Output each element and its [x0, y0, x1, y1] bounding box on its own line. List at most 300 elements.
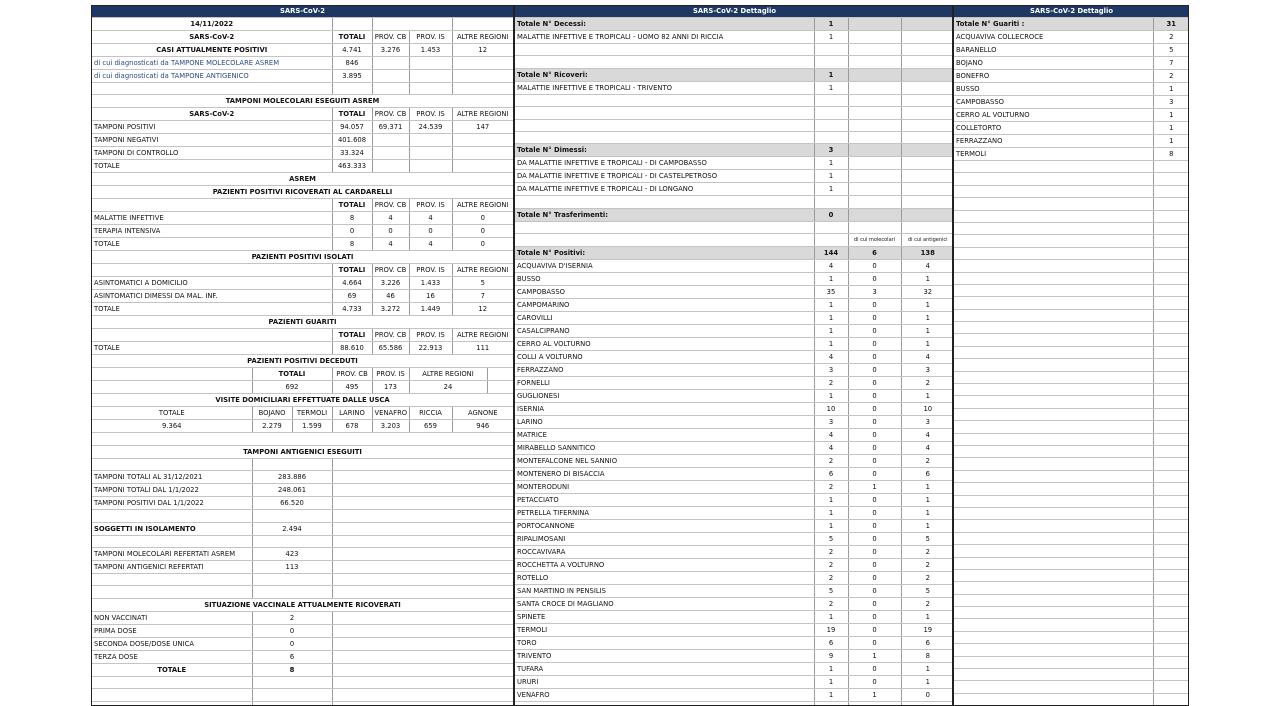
cell-value: 401.608 — [332, 134, 372, 147]
cell-value: 31 — [1153, 18, 1189, 31]
cell-value: 24 — [409, 381, 487, 394]
list-item — [954, 122, 1189, 135]
row-label: TOTALE — [92, 342, 332, 355]
municipality-name: CAMPOBASSO — [954, 96, 1153, 109]
cell-value: 22.913 — [409, 342, 452, 355]
cell-value: 0 — [848, 676, 901, 689]
col-header: TOTALE — [92, 407, 252, 420]
cell-value: 1 — [814, 312, 848, 325]
col-header: di cui molecolari — [848, 234, 901, 247]
cell-value: 1 — [901, 507, 952, 520]
municipality-name: MONTERODUNI — [515, 481, 814, 494]
cell-value: 0 — [332, 225, 372, 238]
section-title: PAZIENTI GUARITI — [92, 316, 513, 329]
row-label: TAMPONI NEGATIVI — [92, 134, 332, 147]
cell-value: 3.272 — [372, 303, 409, 316]
municipality-name: ROCCHETTA A VOLTURNO — [515, 559, 814, 572]
col-header: PROV. IS — [409, 31, 452, 44]
row-label: di cui diagnosticati da TAMPONE MOLECOLARE ASREM — [92, 57, 332, 70]
cell-value: 0 — [848, 403, 901, 416]
cell-value: 3 — [901, 416, 952, 429]
municipality-name: ROCCAVIVARA — [515, 546, 814, 559]
section-title: Totale N° Decessi: — [515, 18, 814, 31]
list-item — [515, 455, 952, 468]
cell-value: 6 — [252, 650, 332, 663]
cell-value: 4 — [814, 351, 848, 364]
cell-value: 1 — [814, 325, 848, 338]
cell-value: 1 — [901, 663, 952, 676]
cell-value: 2 — [1153, 31, 1189, 44]
row-label: NON VACCINATI — [92, 611, 252, 624]
cell-value: 8 — [1153, 148, 1189, 161]
municipality-name: CAMPOBASSO — [515, 286, 814, 299]
row-label: PRIMA DOSE — [92, 624, 252, 637]
col-header: TOTALI — [332, 199, 372, 212]
cell-value: 5 — [814, 533, 848, 546]
col-header: TERMOLI — [292, 407, 332, 420]
cell-value: 659 — [409, 420, 452, 433]
section-title: Totale N° Trasferimenti: — [515, 208, 814, 221]
cell-value: 3 — [848, 286, 901, 299]
cell-value: 2 — [814, 598, 848, 611]
municipality-name: TUFARA — [515, 663, 814, 676]
cell-value: 0 — [848, 663, 901, 676]
cell-value: 147 — [452, 121, 513, 134]
municipality-name: BARANELLO — [954, 44, 1153, 57]
col-header: ALTRE REGIONI — [452, 108, 513, 121]
municipality-name: FERRAZZANO — [954, 135, 1153, 148]
cell-value: 2 — [1153, 70, 1189, 83]
cell-value: 2 — [901, 546, 952, 559]
cell-value: 4 — [901, 429, 952, 442]
list-item — [515, 403, 952, 416]
row-label: TERAPIA INTENSIVA — [92, 225, 332, 238]
list-item — [515, 286, 952, 299]
list-item — [515, 559, 952, 572]
list-item — [515, 390, 952, 403]
cell-value: 1 — [901, 390, 952, 403]
cell-value: 4 — [814, 260, 848, 273]
municipality-name: PETACCIATO — [515, 494, 814, 507]
municipality-name: CAROVILLI — [515, 312, 814, 325]
cell-value: 0 — [848, 429, 901, 442]
cell-value: 8 — [332, 238, 372, 251]
list-item — [515, 637, 952, 650]
cell-value: 1 — [901, 299, 952, 312]
row-label: DA MALATTIE INFETTIVE E TROPICALI - DI LONGANO — [515, 183, 814, 196]
list-item — [515, 442, 952, 455]
section-title: PAZIENTI POSITIVI RICOVERATI AL CARDARELLI — [92, 186, 513, 199]
cell-value: 1.453 — [409, 44, 452, 57]
cell-value: 4 — [409, 238, 452, 251]
summary-panel — [92, 6, 513, 705]
row-label: TERZA DOSE — [92, 650, 252, 663]
cell-value: 46 — [372, 290, 409, 303]
cell-value: 69 — [332, 290, 372, 303]
cell-value: 4 — [901, 442, 952, 455]
list-item — [515, 364, 952, 377]
cell-value: 10 — [814, 403, 848, 416]
list-item — [515, 663, 952, 676]
municipality-name: MONTENERO DI BISACCIA — [515, 468, 814, 481]
list-item — [954, 44, 1189, 57]
col-header: PROV. CB — [372, 199, 409, 212]
cell-value: 0 — [452, 212, 513, 225]
cell-value: 0 — [848, 325, 901, 338]
col-header: ALTRE REGIONI — [452, 264, 513, 277]
section-title: ASREM — [92, 173, 513, 186]
cell-value: 12 — [452, 44, 513, 57]
cell-value: 1 — [814, 81, 848, 94]
cell-value: 2 — [901, 559, 952, 572]
cell-value: 0 — [814, 208, 848, 221]
cell-value: 846 — [332, 57, 372, 70]
row-label: DA MALATTIE INFETTIVE E TROPICALI - DI CAMPOBASSO — [515, 157, 814, 170]
cell-value: 1 — [1153, 109, 1189, 122]
list-item — [515, 429, 952, 442]
cell-value: 1 — [901, 325, 952, 338]
cell-value: 5 — [901, 585, 952, 598]
cell-value: 678 — [332, 420, 372, 433]
cell-value: 4.741 — [332, 44, 372, 57]
cell-value: 0 — [848, 507, 901, 520]
cell-value: 65.586 — [372, 342, 409, 355]
cell-value: 0 — [848, 299, 901, 312]
list-item — [954, 70, 1189, 83]
cell-value: 0 — [848, 377, 901, 390]
cell-value: 33.324 — [332, 147, 372, 160]
cell-value: 35 — [814, 286, 848, 299]
col-header: VENAFRO — [372, 407, 409, 420]
municipality-name: ISERNIA — [515, 403, 814, 416]
cell-value: 5 — [901, 533, 952, 546]
cell-value: 2 — [814, 546, 848, 559]
row-label: TAMPONI DI CONTROLLO — [92, 147, 332, 160]
col-header: PROV. CB — [372, 329, 409, 342]
cell-value: 1 — [1153, 122, 1189, 135]
col-header: PROV. IS — [409, 264, 452, 277]
cell-value: 3.276 — [372, 44, 409, 57]
cell-value: 0 — [848, 390, 901, 403]
row-label: TAMPONI ANTIGENICI REFERTATI — [92, 560, 252, 573]
cell-value: 0 — [848, 455, 901, 468]
row-label: TAMPONI TOTALI DAL 1/1/2022 — [92, 484, 252, 497]
municipality-name: CERRO AL VOLTURNO — [515, 338, 814, 351]
municipality-name: GUGLIONESI — [515, 390, 814, 403]
cell-value: 0 — [252, 637, 332, 650]
list-item — [515, 585, 952, 598]
row-label: MALATTIE INFETTIVE E TROPICALI - UOMO 82 ANNI DI RICCIA — [515, 31, 814, 44]
cell-value: 1.449 — [409, 303, 452, 316]
cell-value: 0 — [848, 520, 901, 533]
list-item — [515, 689, 952, 702]
cell-value: 5 — [452, 277, 513, 290]
cell-value: 24.539 — [409, 121, 452, 134]
cell-value: 8 — [252, 663, 332, 676]
cell-value: 0 — [252, 624, 332, 637]
cell-value: 3 — [901, 364, 952, 377]
cell-value: 1 — [901, 494, 952, 507]
panel-header: SARS-CoV-2 — [92, 6, 513, 18]
col-header: LARINO — [332, 407, 372, 420]
section-title: VISITE DOMICILIARI EFFETTUATE DALLE USCA — [92, 394, 513, 407]
row-label: di cui diagnosticati da TAMPONE ANTIGENICO — [92, 70, 332, 83]
cell-value: 1 — [814, 183, 848, 196]
municipality-name: SAN MARTINO IN PENSILIS — [515, 585, 814, 598]
cell-value: 4 — [814, 429, 848, 442]
list-item — [515, 299, 952, 312]
cell-value: 1 — [814, 689, 848, 702]
cell-value: 2 — [814, 481, 848, 494]
cell-value: 2 — [814, 455, 848, 468]
cell-value: 2 — [252, 611, 332, 624]
municipality-name: SPINETE — [515, 611, 814, 624]
cell-value: 4.664 — [332, 277, 372, 290]
cell-value: 0 — [848, 312, 901, 325]
section-title: Totale N° Guariti : — [954, 18, 1153, 31]
cell-value: 5 — [814, 585, 848, 598]
cell-value: 88.610 — [332, 342, 372, 355]
cell-value: 283.886 — [252, 471, 332, 484]
col-header: TOTALI — [332, 329, 372, 342]
municipality-name: CERRO AL VOLTURNO — [954, 109, 1153, 122]
cell-value: 1 — [814, 390, 848, 403]
municipality-name: CASALCIPRANO — [515, 325, 814, 338]
col-header: ALTRE REGIONI — [452, 329, 513, 342]
cell-value: 692 — [252, 381, 332, 394]
municipality-name: ACQUAVIVA COLLECROCE — [954, 31, 1153, 44]
col-header: TOTALI — [332, 31, 372, 44]
municipality-name: TORO — [515, 637, 814, 650]
section-title: Totale N° Dimessi: — [515, 144, 814, 157]
cell-value: 3.895 — [332, 70, 372, 83]
list-item — [515, 507, 952, 520]
row-label: TOTALE — [92, 303, 332, 316]
municipality-name: MIRABELLO SANNITICO — [515, 442, 814, 455]
cell-value: 4 — [814, 442, 848, 455]
cell-value: 6 — [901, 637, 952, 650]
cell-value: 12 — [452, 303, 513, 316]
list-item — [515, 676, 952, 689]
cell-value: 0 — [901, 689, 952, 702]
cell-value: 8 — [332, 212, 372, 225]
section-title: SITUAZIONE VACCINALE ATTUALMENTE RICOVERATI — [92, 598, 513, 611]
col-header: ALTRE REGIONI — [452, 31, 513, 44]
cell-value: 173 — [372, 381, 409, 394]
col-header: PROV. IS — [409, 108, 452, 121]
municipality-name: URURI — [515, 676, 814, 689]
col-header: TOTALI — [252, 368, 332, 381]
section-title: PAZIENTI POSITIVI DECEDUTI — [92, 355, 513, 368]
cell-value: 1 — [814, 157, 848, 170]
cell-value: 144 — [814, 247, 848, 260]
cell-value: 1 — [901, 481, 952, 494]
cell-value: 0 — [848, 585, 901, 598]
row-label: MALATTIE INFETTIVE E TROPICALI - TRIVENTO — [515, 81, 814, 94]
list-item — [515, 533, 952, 546]
cell-value: 4 — [901, 260, 952, 273]
cell-value: 1 — [848, 689, 901, 702]
summary-table — [92, 6, 513, 705]
col-header: RICCIA — [409, 407, 452, 420]
cell-value: 4 — [372, 212, 409, 225]
section-label: SARS-CoV-2 — [92, 108, 332, 121]
row-label: CASI ATTUALMENTE POSITIVI — [92, 44, 332, 57]
detail-panel — [513, 6, 952, 705]
cell-value: 1 — [814, 338, 848, 351]
cell-value: 463.333 — [332, 160, 372, 173]
list-item — [515, 351, 952, 364]
list-item — [515, 494, 952, 507]
cell-value: 1 — [848, 481, 901, 494]
cell-value: 0 — [848, 468, 901, 481]
list-item — [515, 624, 952, 637]
cell-value: 2 — [814, 572, 848, 585]
list-item — [515, 650, 952, 663]
cell-value: 4 — [372, 238, 409, 251]
row-label: ASINTOMATICI A DOMICILIO — [92, 277, 332, 290]
cell-value: 1 — [814, 494, 848, 507]
cell-value: 9 — [814, 650, 848, 663]
cell-value: 1 — [814, 507, 848, 520]
cell-value: 1 — [901, 611, 952, 624]
municipality-name: BUSSO — [954, 83, 1153, 96]
municipality-name: VENAFRO — [515, 689, 814, 702]
cell-value: 6 — [814, 468, 848, 481]
list-item — [954, 57, 1189, 70]
row-label: TAMPONI POSITIVI DAL 1/1/2022 — [92, 497, 252, 510]
list-item — [515, 260, 952, 273]
municipality-name: COLLETORTO — [954, 122, 1153, 135]
cell-value: 0 — [452, 238, 513, 251]
cell-value: 10 — [901, 403, 952, 416]
cell-value: 2 — [901, 572, 952, 585]
list-item — [954, 135, 1189, 148]
list-item — [515, 520, 952, 533]
col-header: PROV. IS — [409, 329, 452, 342]
cell-value: 3 — [814, 364, 848, 377]
cell-value: 1 — [814, 611, 848, 624]
cell-value: 0 — [848, 338, 901, 351]
row-label: TOTALE — [92, 238, 332, 251]
cell-value: 1 — [814, 273, 848, 286]
recovered-panel — [952, 6, 1189, 705]
municipality-name: ROTELLO — [515, 572, 814, 585]
cell-value: 2 — [901, 598, 952, 611]
cell-value: 4 — [901, 351, 952, 364]
cell-value: 248.061 — [252, 484, 332, 497]
list-item — [515, 325, 952, 338]
cell-value: 16 — [409, 290, 452, 303]
list-item — [515, 546, 952, 559]
list-item — [515, 481, 952, 494]
municipality-name: CAMPOMARINO — [515, 299, 814, 312]
row-label: DA MALATTIE INFETTIVE E TROPICALI - DI CASTELPETROSO — [515, 170, 814, 183]
cell-value: 2 — [814, 377, 848, 390]
panel-header: SARS-CoV-2 Dettaglio — [954, 6, 1189, 18]
cell-value: 3.226 — [372, 277, 409, 290]
list-item — [515, 611, 952, 624]
list-item — [515, 598, 952, 611]
cell-value: 1 — [814, 68, 848, 81]
cell-value: 0 — [452, 225, 513, 238]
col-header: TOTALI — [332, 264, 372, 277]
col-header: AGNONE — [452, 407, 513, 420]
col-header: di cui antigenici — [901, 234, 952, 247]
municipality-name: PORTOCANNONE — [515, 520, 814, 533]
col-header: ALTRE REGIONI — [409, 368, 487, 381]
cell-value: 1 — [1153, 135, 1189, 148]
section-title: Totale N° Positivi: — [515, 247, 814, 260]
cell-value: 3 — [1153, 96, 1189, 109]
report-date: 14/11/2022 — [92, 18, 332, 31]
list-item — [515, 416, 952, 429]
municipality-name: TRIVENTO — [515, 650, 814, 663]
col-header: BOJANO — [252, 407, 292, 420]
cell-value: 66.520 — [252, 497, 332, 510]
cell-value: 423 — [252, 547, 332, 560]
cell-value: 19 — [814, 624, 848, 637]
cell-value: 0 — [848, 364, 901, 377]
col-header: PROV. CB — [372, 108, 409, 121]
cell-value: 2 — [901, 455, 952, 468]
cell-value: 1 — [848, 650, 901, 663]
list-item — [515, 572, 952, 585]
row-label: SECONDA DOSE/DOSE UNICA — [92, 637, 252, 650]
cell-value: 5 — [1153, 44, 1189, 57]
municipality-name: ACQUAVIVA D'ISERNIA — [515, 260, 814, 273]
col-header: PROV. CB — [372, 264, 409, 277]
detail-table — [515, 6, 952, 705]
municipality-name: COLLI A VOLTURNO — [515, 351, 814, 364]
cell-value: 138 — [901, 247, 952, 260]
cell-value: 1 — [1153, 83, 1189, 96]
cell-value: 0 — [848, 351, 901, 364]
cell-value: 94.057 — [332, 121, 372, 134]
cell-value: 1 — [814, 520, 848, 533]
report-sheet — [91, 5, 1189, 706]
cell-value: 1 — [901, 273, 952, 286]
row-label: TOTALE — [92, 663, 252, 676]
section-title: TAMPONI ANTIGENICI ESEGUITI — [92, 445, 513, 458]
municipality-name: TERMOLI — [954, 148, 1153, 161]
cell-value: 946 — [452, 420, 513, 433]
cell-value: 0 — [848, 611, 901, 624]
col-header: PROV. IS — [409, 199, 452, 212]
cell-value: 0 — [848, 572, 901, 585]
cell-value: 6 — [848, 247, 901, 260]
municipality-name: RIPALIMOSANI — [515, 533, 814, 546]
cell-value: 1.599 — [292, 420, 332, 433]
cell-value: 4.733 — [332, 303, 372, 316]
cell-value: 9.364 — [92, 420, 252, 433]
col-header: ALTRE REGIONI — [452, 199, 513, 212]
cell-value: 8 — [901, 650, 952, 663]
row-label: ASINTOMATICI DIMESSI DA MAL. INF. — [92, 290, 332, 303]
municipality-name: MATRICE — [515, 429, 814, 442]
municipality-name: BUSSO — [515, 273, 814, 286]
list-item — [515, 377, 952, 390]
municipality-name: PETRELLA TIFERNINA — [515, 507, 814, 520]
cell-value: 1 — [814, 31, 848, 44]
cell-value: 6 — [814, 637, 848, 650]
cell-value: 2.494 — [252, 522, 332, 535]
row-label: TAMPONI POSITIVI — [92, 121, 332, 134]
cell-value: 1 — [814, 18, 848, 31]
list-item — [954, 96, 1189, 109]
cell-value: 111 — [452, 342, 513, 355]
cell-value: 1 — [901, 338, 952, 351]
